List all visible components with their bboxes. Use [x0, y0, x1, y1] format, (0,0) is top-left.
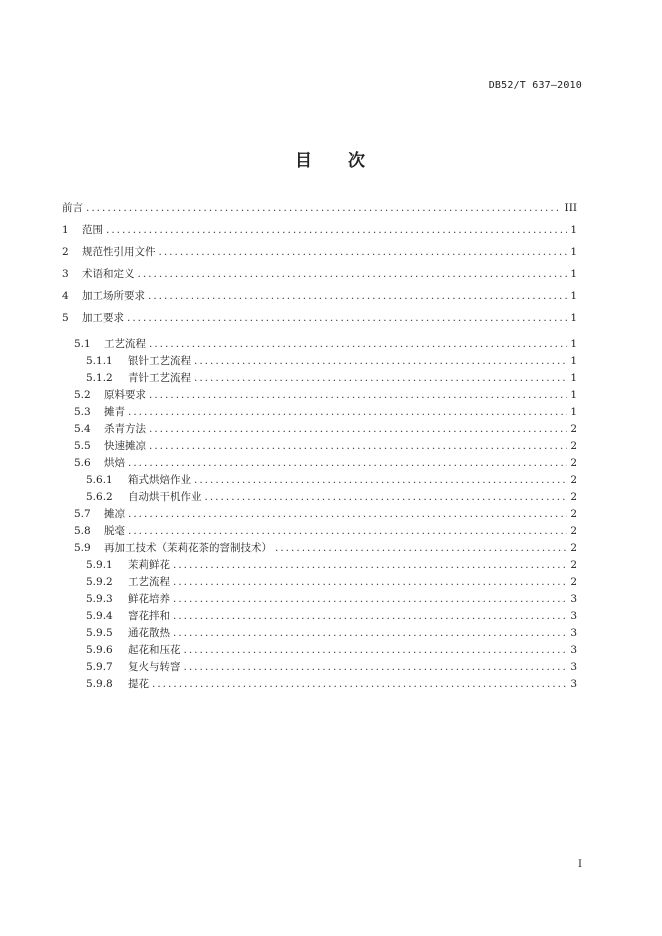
toc-leader-dots [173, 591, 567, 608]
toc-entry[interactable] [62, 659, 577, 676]
toc-entry-label: 前言 [62, 202, 83, 214]
toc-entry-page: 3 [570, 678, 577, 690]
toc-leader-dots [173, 557, 567, 574]
toc-entry[interactable] [62, 557, 577, 574]
toc-leader-dots [194, 353, 567, 370]
toc-leader-dots [184, 642, 568, 659]
toc-entry-label: 银针工艺流程 [128, 355, 191, 367]
toc-entry-number: 5.2 [74, 389, 91, 401]
toc-entry-label: 工艺流程 [104, 338, 146, 350]
toc-entry[interactable] [62, 244, 577, 266]
toc-entry-number: 5.9.2 [86, 576, 113, 588]
toc-entry-page: 1 [570, 312, 577, 324]
toc-entry-page: 2 [570, 508, 577, 520]
toc-leader-dots [173, 625, 567, 642]
footer-page-number: I [578, 859, 582, 870]
toc-title [0, 146, 662, 171]
toc-leader-dots [152, 676, 567, 693]
toc-entry-page: 3 [570, 610, 577, 622]
toc-entry[interactable] [62, 387, 577, 404]
toc-entry-number: 5.8 [74, 525, 91, 537]
toc-entry-number: 4 [62, 290, 69, 302]
toc-entry-label: 青针工艺流程 [128, 372, 191, 384]
toc-entry-label: 原料要求 [104, 389, 146, 401]
toc-entry-number: 5.4 [74, 423, 91, 435]
toc-entry[interactable] [62, 574, 577, 591]
toc-entry-number: 5.3 [74, 406, 91, 418]
toc-entry-page: 1 [570, 372, 577, 384]
toc-entry[interactable] [62, 404, 577, 421]
toc-entry[interactable] [62, 591, 577, 608]
toc-entry-page: 2 [570, 474, 577, 486]
toc-entry[interactable] [62, 336, 577, 353]
toc-entry-label: 箱式烘焙作业 [128, 474, 191, 486]
toc-leader-dots [149, 421, 567, 438]
toc-entry-label: 杀青方法 [104, 423, 146, 435]
toc-entry-page: 1 [570, 246, 577, 258]
toc-entry-number: 5.9.7 [86, 661, 113, 673]
toc-leader-dots [128, 455, 567, 472]
toc-leader-dots [159, 244, 568, 261]
toc-entry[interactable] [62, 288, 577, 310]
toc-entry-label: 再加工技术（茉莉花茶的窨制技术） [104, 542, 272, 554]
toc-entry-page: 2 [570, 542, 577, 554]
toc-entry-label: 加工要求 [82, 312, 124, 324]
document-code: DB52/T 637—2010 [488, 80, 582, 91]
toc-entry[interactable] [62, 353, 577, 370]
toc-entry-page: 2 [570, 576, 577, 588]
toc-entry-page: 3 [570, 661, 577, 673]
toc-entry-label: 复火与转窨 [128, 661, 181, 673]
toc-entry-number: 5.6.1 [86, 474, 113, 486]
toc-leader-dots [128, 404, 567, 421]
toc-entry-number: 5.5 [74, 440, 91, 452]
toc-entry-page: 2 [570, 491, 577, 503]
toc-title-part1: 目 [295, 151, 314, 171]
toc-entry-page: 1 [570, 389, 577, 401]
toc-entry-number: 3 [62, 268, 69, 280]
toc-leader-dots [128, 523, 567, 540]
toc-leader-dots [128, 506, 567, 523]
toc-leader-dots [173, 608, 567, 625]
toc-entry-label: 窨花拌和 [128, 610, 170, 622]
toc-entry[interactable] [62, 608, 577, 625]
toc-entry-label: 工艺流程 [128, 576, 170, 588]
toc-entry-label: 脱毫 [104, 525, 125, 537]
toc-entry-label: 通花散热 [128, 627, 170, 639]
toc-leader-dots [149, 387, 567, 404]
toc-entry-page: 3 [570, 593, 577, 605]
toc-entry-page: 2 [570, 423, 577, 435]
toc-entry-number: 5.9.8 [86, 678, 113, 690]
toc-entry-label: 自动烘干机作业 [128, 491, 202, 503]
toc-entry-number: 5.9 [74, 542, 91, 554]
toc-entry-page: 2 [570, 457, 577, 469]
toc-entry[interactable] [62, 472, 577, 489]
toc-entry[interactable] [62, 489, 577, 506]
toc-leader-dots [275, 540, 567, 557]
toc-leader-dots [127, 310, 567, 327]
toc-entry-page: 2 [570, 559, 577, 571]
toc-entry[interactable] [62, 222, 577, 244]
table-of-contents [62, 200, 577, 693]
toc-leader-dots [194, 370, 567, 387]
toc-entry[interactable] [62, 421, 577, 438]
toc-entry-number: 5.6 [74, 457, 91, 469]
toc-leader-dots [194, 472, 567, 489]
toc-entry-page: 2 [570, 440, 577, 452]
toc-leader-dots [86, 200, 562, 217]
toc-entry-label: 摊凉 [104, 508, 125, 520]
toc-leader-dots [184, 659, 568, 676]
toc-leader-dots [138, 266, 568, 283]
toc-entry-label: 规范性引用文件 [82, 246, 156, 258]
toc-entry-page: 1 [570, 355, 577, 367]
toc-entry-number: 5.7 [74, 508, 91, 520]
toc-entry-label: 范围 [82, 224, 103, 236]
toc-entry-number: 5.6.2 [86, 491, 113, 503]
toc-entry-number: 1 [62, 224, 69, 236]
toc-entry-label: 快速摊凉 [104, 440, 146, 452]
toc-leader-dots [149, 336, 567, 353]
toc-entry-label: 提花 [128, 678, 149, 690]
toc-leader-dots [149, 438, 567, 455]
toc-leader-dots [173, 574, 567, 591]
toc-entry-page: 3 [570, 627, 577, 639]
toc-entry[interactable] [62, 523, 577, 540]
toc-entry-number: 5.9.4 [86, 610, 113, 622]
toc-leader-dots [205, 489, 568, 506]
toc-entry-page: 1 [570, 406, 577, 418]
toc-entry[interactable] [62, 310, 577, 332]
toc-entry-label: 烘焙 [104, 457, 125, 469]
toc-entry[interactable] [62, 455, 577, 472]
toc-entry-number: 5.9.6 [86, 644, 113, 656]
toc-entry-number: 5 [62, 312, 69, 324]
toc-entry[interactable] [62, 625, 577, 642]
toc-entry-page: 1 [570, 268, 577, 280]
toc-entry-page: III [564, 202, 577, 214]
toc-leader-dots [106, 222, 567, 239]
toc-entry-number: 5.9.1 [86, 559, 113, 571]
toc-entry-number: 5.9.5 [86, 627, 113, 639]
toc-entry-page: 1 [570, 338, 577, 350]
toc-entry-number: 2 [62, 246, 69, 258]
toc-entry-number: 5.1.2 [86, 372, 113, 384]
toc-entry-number: 5.1 [74, 338, 91, 350]
toc-entry-page: 3 [570, 644, 577, 656]
toc-entry[interactable] [62, 266, 577, 288]
toc-entry-page: 1 [570, 290, 577, 302]
toc-entry[interactable] [62, 370, 577, 387]
toc-entry-label: 起花和压花 [128, 644, 181, 656]
toc-entry-label: 术语和定义 [82, 268, 135, 280]
toc-entry-number: 5.1.1 [86, 355, 113, 367]
toc-entry[interactable] [62, 200, 577, 222]
toc-entry[interactable] [62, 676, 577, 693]
toc-entry-page: 2 [570, 525, 577, 537]
toc-entry[interactable] [62, 540, 577, 557]
toc-entry-number: 5.9.3 [86, 593, 113, 605]
toc-entry[interactable] [62, 642, 577, 659]
toc-leader-dots [148, 288, 567, 305]
toc-title-part2: 次 [348, 151, 367, 171]
toc-entry-page: 1 [570, 224, 577, 236]
toc-entry-label: 摊青 [104, 406, 125, 418]
toc-entry[interactable] [62, 506, 577, 523]
toc-entry-label: 鲜花培养 [128, 593, 170, 605]
toc-entry-label: 茉莉鲜花 [128, 559, 170, 571]
toc-entry-label: 加工场所要求 [82, 290, 145, 302]
toc-entry[interactable] [62, 438, 577, 455]
